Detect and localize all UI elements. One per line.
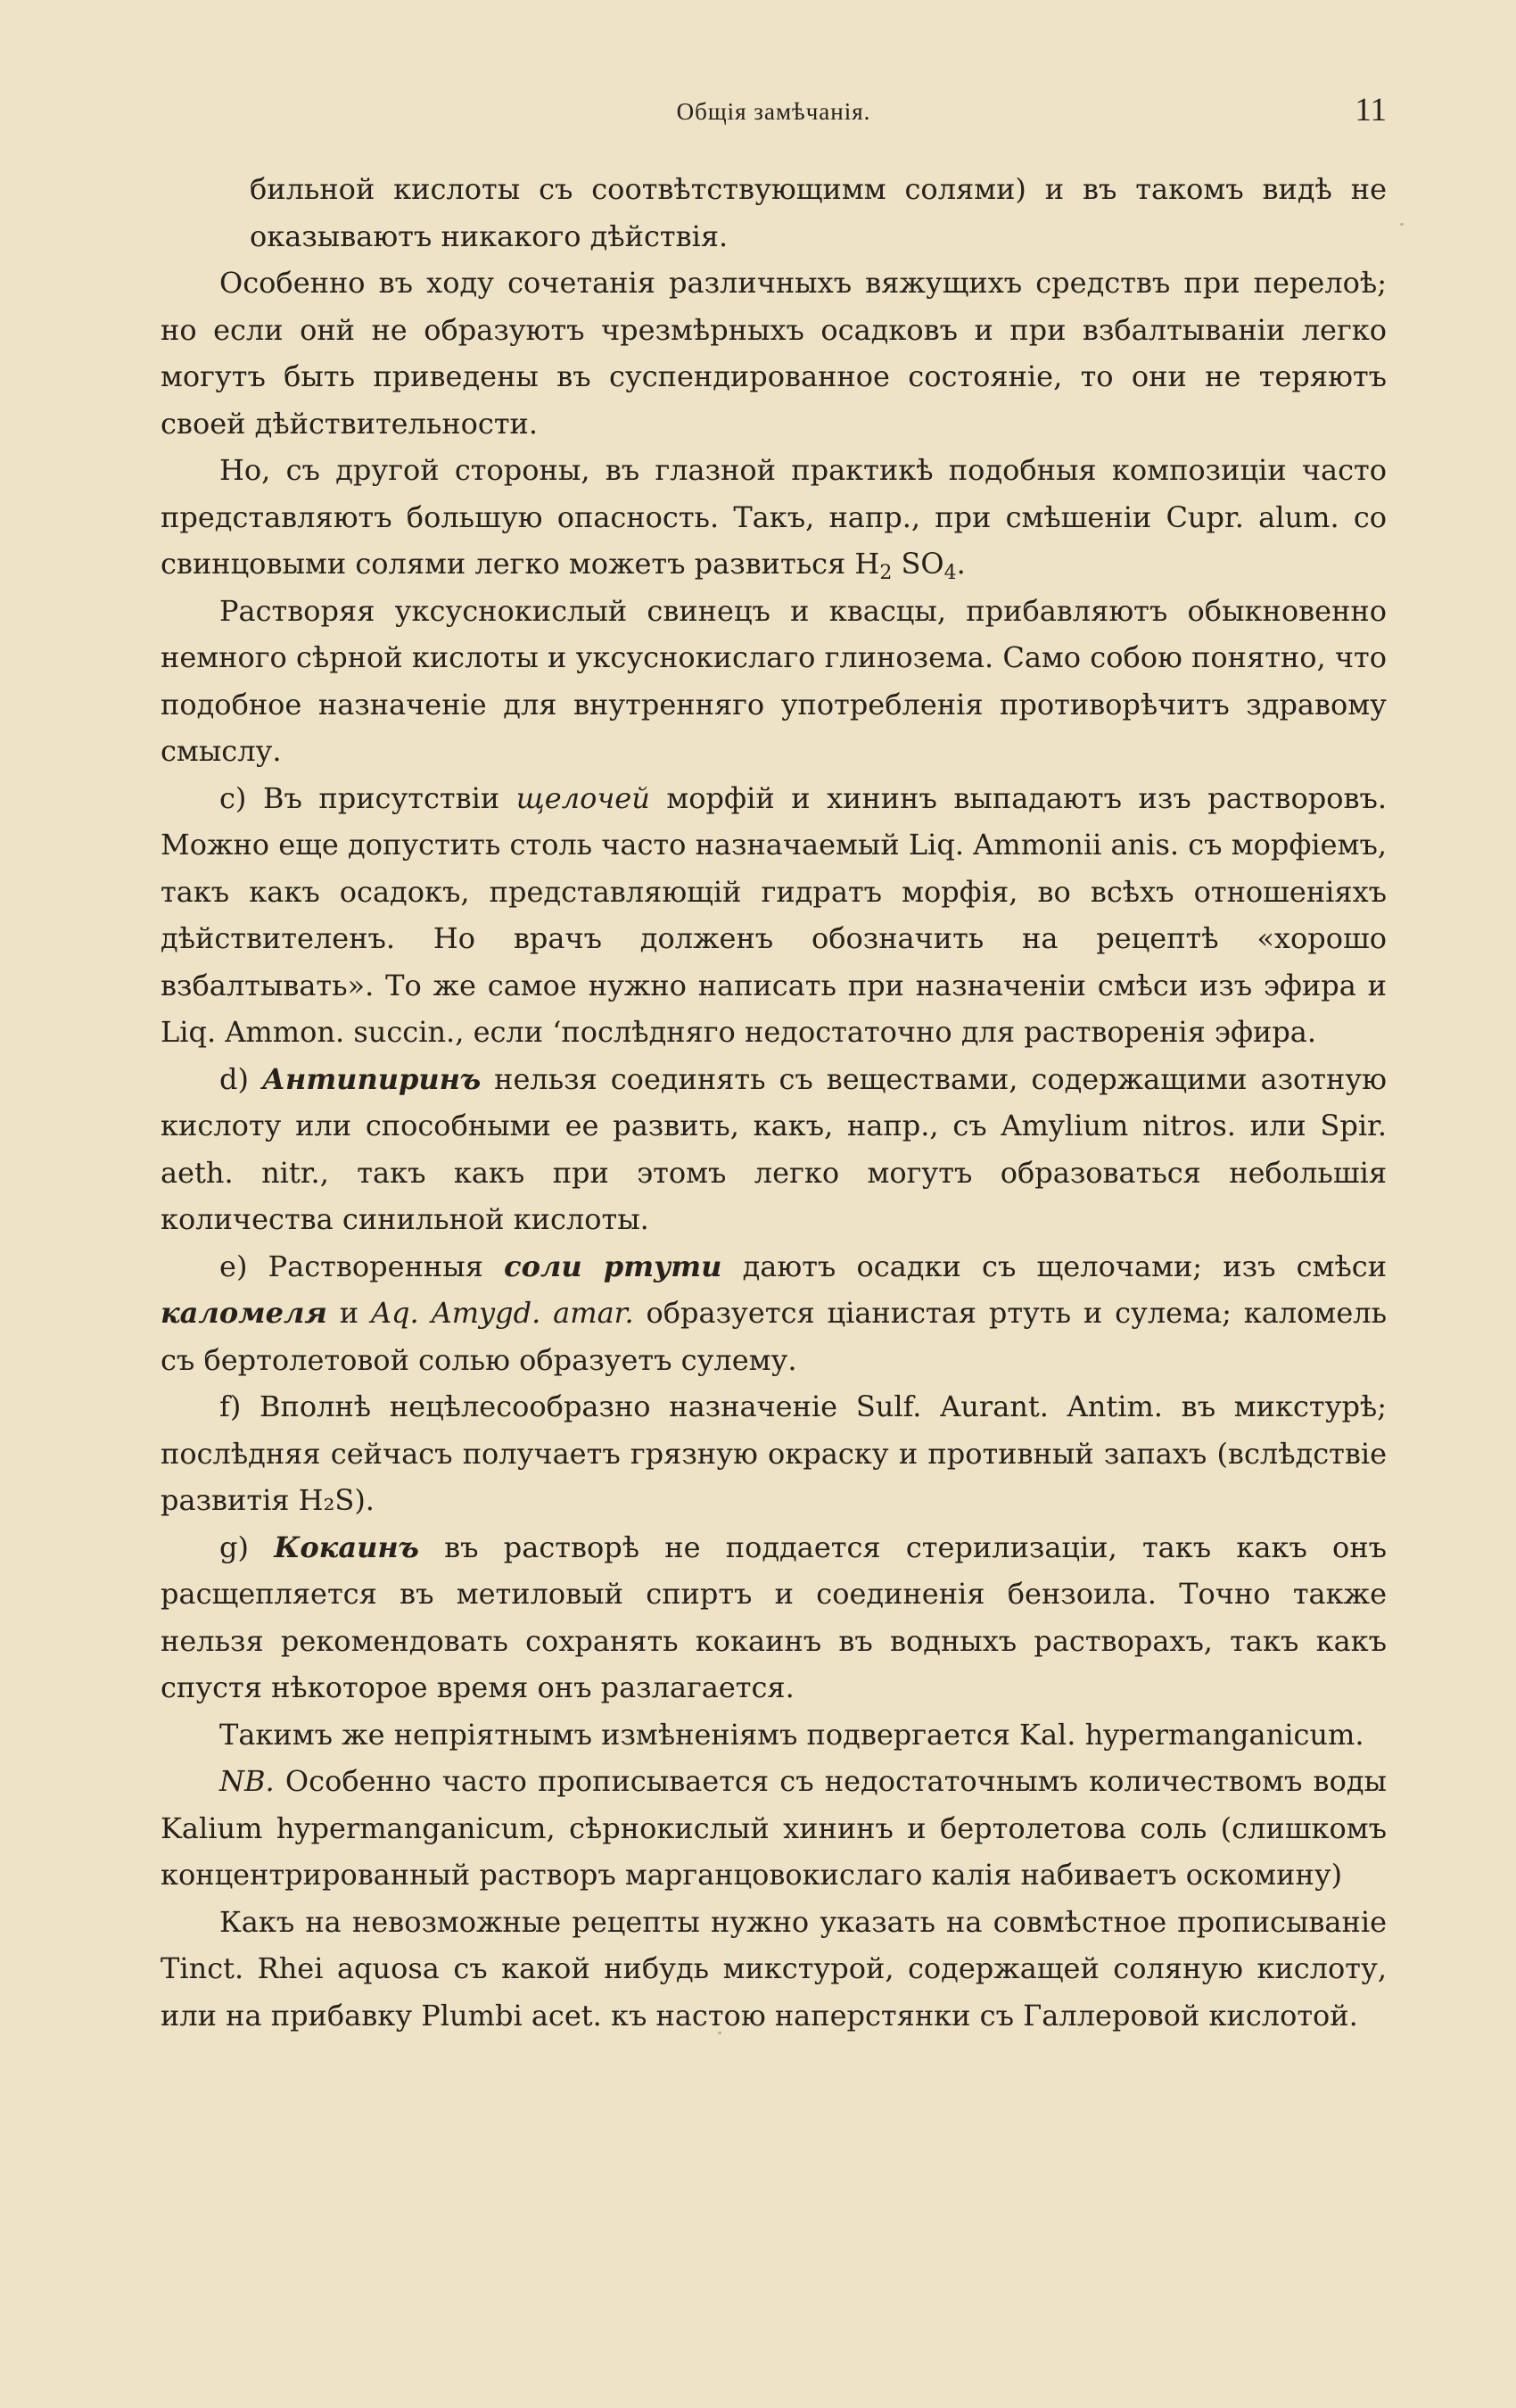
running-title: Общія замѣчанія. [676,98,871,125]
paragraph-g-start: g) [219,1530,275,1564]
paragraph-nb [161,1758,1387,1899]
paragraph-3-text-so: SO [892,547,944,581]
paragraph-g-rest: въ растворѣ не поддается стерилизаціи, такъ какъ онъ расщепляется въ метиловый спиртъ и соединенія бензоила. Точно также нельзя рекомендовать сохранять кокаинъ въ водныхъ растворахъ, такъ какъ спустя нѣкоторое время онъ разлагается. [161,1530,1388,1704]
paragraph-d-start: d) [219,1061,262,1096]
paragraph-10: Такимъ же непріятнымъ измѣненіямъ подвергается Kal. hypermanganicum. [219,1717,1364,1752]
emphasis-antipyrine: Антипиринъ [261,1061,482,1096]
paragraph-e-mid1: даютъ осадки съ щелочами; изъ смѣси [721,1249,1388,1283]
paper-fleck [718,2032,721,2034]
paragraph-3-text: Но, съ другой стороны, въ глазной практикѣ подобныя композиціи часто представляютъ большую опасность. Такъ, напр., при смѣшеніи Cupr. alum. со свинцовыми солями легко можетъ развиться H [161,453,1387,581]
paragraph-4: Растворяя уксуснокислый свинецъ и квасцы, прибавляютъ обыкновенно немного сѣрной кислоты и уксуснокислаго глинозема. Само собою понятно, что подобное назначеніе для внутренняго употребленія противорѣчитъ здравому смыслу. [161,593,1387,768]
paragraph-c-rest: морфій и хининъ выпадаютъ изъ растворовъ. Можно еще допустить столь часто назначаемый Liq. Ammonii anis. съ морфіемъ, такъ какъ осадокъ, представляющій гидратъ морфія, во всѣхъ отношеніяхъ дѣйствителенъ. Но врачъ долженъ обозначить на рецептѣ «хорошо взбалтывать». То же самое нужно написать при назначеніи смѣси изъ эфира и Liq. Ammon. succin., если ‘послѣдняго недостаточно для растворенія эфира. [161,780,1387,1049]
emphasis-nb: NB. [219,1764,275,1798]
page-body [161,166,1387,2039]
paper-fleck [1400,223,1404,226]
paragraph-e-rest: образуется ціанистая ртуть и сулема; каломель съ бертолетовой солью образуетъ сулему. [161,1296,1387,1377]
page-header [161,89,1387,143]
paragraph-3 [161,447,1387,588]
emphasis-alkalis: щелочей [515,780,650,815]
paragraph-d [161,1056,1387,1243]
paragraph-d-rest: нельзя соединять съ веществами, содержащими азотную кислоту или способными ее развить, какъ, напр., съ Amylium nitros. или Spir. aeth. nitr., такъ какъ при этомъ легко могутъ образоваться небольшія количества синильной кислоты. [161,1061,1388,1236]
paragraph-g [161,1524,1387,1711]
emphasis-aq-amygd: Aq. Amygd. amar. [370,1296,634,1330]
emphasis-cocaine: Кокаинъ [274,1530,419,1564]
paragraph-e-start: e) Растворенныя [219,1249,505,1283]
emphasis-mercury-salts: соли ртути [504,1249,722,1283]
paragraph-c-start: c) Въ присутствіи [219,780,516,815]
emphasis-calomel: каломеля [161,1296,327,1330]
subscript-4: 4 [943,562,957,584]
paragraph-e-mid2: и [326,1296,371,1330]
paragraph-c [161,775,1387,1056]
paragraph-3-end: . [956,547,966,581]
paragraph-12: Какъ на невозможные рецепты нужно указать на совмѣстное прописываніе Tinct. Rhei aquosa съ какой нибудь микстурой, содержащей соляную кислоту, или на прибавку Plumbi acet. къ настою наперстянки съ Галлеровой кислотой. [161,1904,1387,2033]
paragraph-f: f) Вполнѣ нецѣлесообразно назначеніе Sulf. Aurant. Antim. въ микстурѣ; послѣдняя сейчасъ получаетъ грязную окраску и противный запахъ (вслѣдствіе развитія H₂S). [161,1390,1387,1517]
paragraph-nb-rest: Особенно часто прописывается съ недостаточнымъ количествомъ воды Kalium hypermanganicum, сѣрнокислый хининъ и бертолетова соль (слишкомъ концентрированный растворъ марганцовокислаго калія набиваетъ оскомину) [161,1764,1387,1892]
paragraph-2: Особенно въ ходу сочетанія различныхъ вяжущихъ средствъ при перелоѣ; но если онй не образуютъ чрезмѣрныхъ осадковъ и при взбалтываніи легко могутъ быть приведены въ суспендированное состояніе, то они не теряютъ своей дѣйствительности. [161,266,1387,441]
subscript-2: 2 [879,562,893,584]
paragraph-e [161,1243,1387,1384]
page-number: 11 [1355,92,1387,128]
paragraph-1: бильной кислоты съ соотвѣтствующимм солями) и въ такомъ видѣ не оказываютъ никакого дѣйствія. [250,172,1387,253]
